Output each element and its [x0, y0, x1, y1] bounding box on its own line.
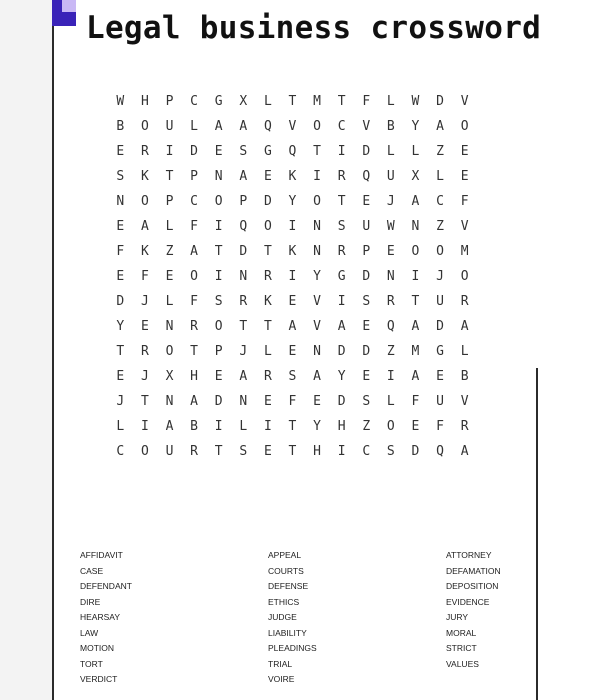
grid-letter: I	[411, 269, 420, 284]
grid-letter: T	[214, 444, 223, 459]
grid-letter: V	[460, 394, 469, 409]
grid-letter: Q	[263, 119, 272, 134]
grid-letter: E	[362, 319, 371, 334]
grid-letter: O	[460, 269, 469, 284]
grid-letter: L	[116, 419, 125, 434]
grid-letter: X	[165, 369, 174, 384]
grid-letter: N	[313, 219, 321, 234]
grid-letter: I	[313, 169, 321, 184]
grid-letter: V	[460, 94, 469, 109]
grid-letter: T	[140, 394, 149, 409]
word-list-item: EVIDENCE	[446, 596, 490, 607]
word-list-item: COURTS	[268, 565, 304, 576]
grid-letter: O	[313, 194, 321, 209]
letter-grid	[108, 95, 477, 470]
grid-letter: A	[214, 119, 223, 134]
grid-letter: N	[313, 244, 321, 259]
grid-letter: I	[288, 219, 297, 234]
word-list-item: PLEADINGS	[268, 643, 317, 653]
word-list-item: VERDICT	[80, 674, 118, 684]
grid-letter: L	[411, 144, 420, 159]
grid-letter: H	[313, 444, 321, 459]
grid-letter: A	[313, 369, 321, 384]
grid-letter: O	[140, 444, 149, 459]
grid-letter: S	[337, 219, 346, 234]
grid-letter: F	[116, 244, 125, 259]
grid-letter: B	[386, 119, 395, 134]
grid-letter: N	[239, 394, 248, 409]
word-list-column-3	[446, 548, 501, 672]
grid-letter: J	[386, 194, 395, 209]
grid-letter: C	[190, 194, 198, 209]
grid-letter: A	[239, 169, 248, 184]
grid-letter: F	[436, 419, 444, 434]
grid-letter: S	[386, 444, 395, 459]
grid-letter: M	[460, 244, 469, 259]
grid-letter: N	[116, 194, 125, 209]
grid-letter: P	[165, 194, 174, 209]
page-title: Legal business crossword	[86, 10, 542, 46]
grid-letter: D	[362, 144, 371, 159]
grid-letter: I	[214, 419, 223, 434]
grid-letter: T	[263, 244, 272, 259]
grid-letter: T	[165, 169, 174, 184]
corner-accent-highlight	[62, 0, 76, 12]
grid-letter: D	[337, 344, 346, 359]
word-list-item: AFFIDAVIT	[80, 550, 123, 560]
word-list-item: DIRE	[80, 596, 101, 607]
grid-letter: E	[116, 369, 125, 384]
grid-letter: O	[313, 119, 321, 134]
grid-letter: J	[239, 344, 248, 359]
grid-letter: E	[263, 169, 272, 184]
grid-letter: I	[165, 144, 174, 159]
grid-letter: E	[214, 369, 223, 384]
word-list-item: TORT	[80, 658, 103, 669]
grid-letter: O	[386, 419, 395, 434]
word-list-item: DEPOSITION	[446, 581, 499, 591]
grid-letter: R	[460, 419, 469, 434]
word-list-item: MOTION	[80, 643, 114, 653]
grid-letter: R	[140, 344, 149, 359]
grid-letter: Q	[436, 444, 444, 459]
grid-letter: Z	[436, 219, 444, 234]
grid-letter: W	[386, 219, 395, 234]
grid-letter: V	[313, 319, 321, 334]
grid-letter: B	[460, 369, 469, 384]
grid-letter: R	[140, 144, 149, 159]
grid-letter: P	[165, 94, 174, 109]
grid-letter: Y	[313, 269, 321, 284]
grid-letter: X	[411, 169, 420, 184]
grid-letter: N	[313, 344, 321, 359]
word-list-item: DEFENDANT	[80, 581, 132, 591]
grid-letter: T	[190, 344, 198, 359]
grid-letter: R	[190, 444, 198, 459]
grid-letter: R	[263, 269, 272, 284]
grid-letter: N	[214, 169, 223, 184]
grid-letter: D	[362, 269, 371, 284]
grid-letter: R	[337, 169, 346, 184]
grid-letter: E	[460, 169, 469, 184]
grid-letter: C	[116, 444, 125, 459]
grid-letter: L	[386, 394, 395, 409]
grid-letter: S	[214, 294, 223, 309]
grid-letter: N	[386, 269, 395, 284]
grid-letter: I	[386, 369, 395, 384]
grid-letter: T	[313, 144, 321, 159]
grid-letter: E	[116, 144, 125, 159]
grid-letter: L	[263, 344, 272, 359]
grid-letter: W	[411, 94, 420, 109]
grid-letter: Q	[362, 169, 371, 184]
grid-letter: S	[239, 444, 248, 459]
grid-letter: I	[214, 269, 223, 284]
grid-letter: D	[436, 319, 444, 334]
grid-letter: O	[190, 269, 198, 284]
grid-letter: H	[190, 369, 198, 384]
grid-letter: U	[436, 294, 444, 309]
grid-letter: S	[116, 169, 125, 184]
grid-letter: G	[436, 344, 444, 359]
grid-letter: T	[337, 194, 346, 209]
word-list-item: CASE	[80, 565, 104, 576]
grid-letter: V	[460, 219, 469, 234]
grid-letter: A	[411, 369, 420, 384]
word-list-item: LIABILITY	[268, 627, 307, 638]
grid-letter: R	[337, 244, 346, 259]
grid-letter: Z	[386, 344, 395, 359]
grid-letter: E	[386, 244, 395, 259]
grid-letter: F	[288, 394, 297, 409]
grid-letter: U	[165, 444, 174, 459]
grid-letter: I	[140, 419, 149, 434]
grid-letter: A	[411, 319, 420, 334]
grid-letter: S	[288, 369, 297, 384]
grid-letter: M	[313, 94, 321, 109]
word-list-item: LAW	[80, 627, 99, 638]
grid-letter: T	[411, 294, 420, 309]
grid-letter: A	[436, 119, 444, 134]
grid-letter: J	[116, 394, 125, 409]
grid-letter: L	[239, 419, 248, 434]
grid-letter: R	[239, 294, 248, 309]
grid-letter: L	[386, 94, 395, 109]
grid-letter: E	[214, 144, 223, 159]
grid-letter: L	[460, 344, 469, 359]
grid-letter: A	[460, 444, 469, 459]
word-list-item: JURY	[446, 612, 469, 622]
grid-letter: L	[165, 219, 174, 234]
grid-letter: K	[263, 294, 272, 309]
grid-letter: K	[140, 244, 149, 259]
grid-letter: F	[190, 219, 198, 234]
grid-letter: D	[214, 394, 223, 409]
word-list-column-2	[268, 548, 317, 688]
grid-letter: U	[165, 119, 174, 134]
grid-letter: A	[165, 419, 174, 434]
grid-letter: X	[239, 94, 248, 109]
word-list-item: MORAL	[446, 627, 477, 638]
grid-letter: Y	[116, 319, 125, 334]
grid-letter: U	[362, 219, 371, 234]
grid-letter: E	[313, 394, 321, 409]
grid-letter: W	[116, 94, 125, 109]
grid-letter: E	[362, 194, 371, 209]
grid-letter: O	[214, 319, 223, 334]
grid-letter: T	[214, 244, 223, 259]
grid-letter: D	[362, 344, 371, 359]
grid-letter: L	[436, 169, 444, 184]
word-list-item: ETHICS	[268, 596, 300, 607]
word-list-item: DEFAMATION	[446, 565, 501, 576]
word-list-item: STRICT	[446, 643, 477, 653]
grid-letter: G	[263, 144, 272, 159]
grid-letter: J	[436, 269, 444, 284]
word-list-item: ATTORNEY	[446, 550, 492, 560]
grid-letter: C	[436, 194, 444, 209]
grid-letter: O	[460, 119, 469, 134]
grid-letter: F	[190, 294, 198, 309]
grid-letter: K	[140, 169, 149, 184]
grid-letter: S	[239, 144, 248, 159]
grid-letter: N	[239, 269, 248, 284]
grid-letter: E	[436, 369, 444, 384]
grid-letter: C	[362, 444, 371, 459]
grid-letter: E	[263, 394, 272, 409]
grid-letter: L	[386, 144, 395, 159]
grid-letter: E	[116, 219, 125, 234]
grid-letter: T	[116, 344, 125, 359]
grid-letter: V	[288, 119, 297, 134]
grid-letter: Y	[288, 194, 297, 209]
grid-letter: C	[337, 119, 346, 134]
grid-letter: G	[337, 269, 346, 284]
grid-letter: A	[190, 394, 198, 409]
grid-letter: E	[263, 444, 272, 459]
grid-letter: K	[288, 244, 297, 259]
grid-letter: E	[288, 344, 297, 359]
grid-letter: T	[288, 419, 297, 434]
grid-letter: T	[239, 319, 248, 334]
grid-letter: I	[337, 444, 346, 459]
grid-letter: P	[214, 344, 223, 359]
grid-letter: R	[263, 369, 272, 384]
grid-letter: O	[411, 244, 420, 259]
word-list-item: JUDGE	[268, 612, 297, 622]
grid-letter: U	[436, 394, 444, 409]
word-list-item: DEFENSE	[268, 581, 309, 591]
grid-letter: P	[190, 169, 198, 184]
grid-letter: K	[288, 169, 297, 184]
grid-letter: N	[165, 394, 174, 409]
grid-letter: F	[411, 394, 420, 409]
grid-letter: I	[263, 419, 272, 434]
grid-letter: A	[288, 319, 297, 334]
grid-letter: D	[337, 394, 346, 409]
grid-letter: D	[239, 244, 248, 259]
grid-letter: D	[190, 144, 198, 159]
grid-letter: Y	[411, 119, 420, 134]
grid-letter: O	[263, 219, 272, 234]
page-left-border	[52, 0, 54, 700]
grid-letter: Z	[165, 244, 174, 259]
grid-letter: B	[190, 419, 198, 434]
grid-letter: V	[313, 294, 321, 309]
grid-letter: Q	[386, 319, 395, 334]
grid-letter: L	[190, 119, 198, 134]
grid-letter: R	[386, 294, 395, 309]
grid-letter: E	[460, 144, 469, 159]
word-list-item: VALUES	[446, 658, 479, 669]
grid-letter: Y	[313, 419, 321, 434]
grid-letter: S	[362, 294, 371, 309]
grid-letter: U	[386, 169, 395, 184]
grid-letter: O	[140, 194, 149, 209]
page-right-border	[536, 368, 538, 700]
grid-letter: H	[337, 419, 346, 434]
grid-letter: Y	[337, 369, 346, 384]
grid-letter: E	[165, 269, 174, 284]
grid-letter: H	[140, 94, 149, 109]
word-list-column-1	[80, 548, 132, 688]
grid-letter: T	[337, 94, 346, 109]
grid-letter: I	[337, 144, 346, 159]
grid-letter: R	[460, 294, 469, 309]
grid-letter: I	[214, 219, 223, 234]
grid-letter: N	[411, 219, 420, 234]
grid-letter: Q	[288, 144, 297, 159]
grid-letter: V	[362, 119, 371, 134]
grid-letter: O	[436, 244, 444, 259]
grid-letter: J	[140, 294, 149, 309]
grid-letter: A	[239, 119, 248, 134]
grid-letter: Q	[239, 219, 248, 234]
grid-letter: C	[190, 94, 198, 109]
grid-letter: T	[263, 319, 272, 334]
grid-letter: B	[116, 119, 125, 134]
grid-letter: S	[362, 394, 371, 409]
grid-letter: O	[140, 119, 149, 134]
grid-letter: A	[239, 369, 248, 384]
grid-letter: A	[337, 319, 346, 334]
grid-letter: D	[116, 294, 125, 309]
grid-letter: P	[362, 244, 371, 259]
grid-letter: D	[411, 444, 420, 459]
grid-letter: F	[362, 94, 371, 109]
grid-letter: N	[165, 319, 174, 334]
grid-letter: E	[116, 269, 125, 284]
grid-letter: P	[239, 194, 248, 209]
grid-letter: A	[460, 319, 469, 334]
grid-letter: I	[288, 269, 297, 284]
grid-letter: E	[411, 419, 420, 434]
grid-letter: O	[165, 344, 174, 359]
grid-letter: J	[140, 369, 149, 384]
grid-letter: E	[362, 369, 371, 384]
grid-letter: T	[288, 94, 297, 109]
grid-letter: R	[190, 319, 198, 334]
grid-letter: A	[190, 244, 198, 259]
word-list-item: APPEAL	[268, 550, 302, 560]
word-list-item: TRIAL	[268, 658, 293, 669]
grid-letter: D	[436, 94, 444, 109]
grid-letter: A	[411, 194, 420, 209]
grid-letter: F	[140, 269, 149, 284]
grid-letter: E	[140, 319, 149, 334]
grid-letter: L	[263, 94, 272, 109]
grid-letter: Z	[436, 144, 444, 159]
grid-letter: I	[337, 294, 346, 309]
grid-letter: M	[411, 344, 420, 359]
word-list-item: HEARSAY	[80, 612, 120, 622]
grid-letter: T	[288, 444, 297, 459]
grid-letter: L	[165, 294, 174, 309]
grid-letter: E	[288, 294, 297, 309]
grid-letter: F	[460, 194, 469, 209]
grid-letter: A	[140, 219, 149, 234]
grid-letter: D	[263, 194, 272, 209]
grid-letter: Z	[362, 419, 371, 434]
grid-letter: G	[214, 94, 223, 109]
grid-letter: O	[214, 194, 223, 209]
word-list-item: VOIRE	[268, 674, 295, 684]
